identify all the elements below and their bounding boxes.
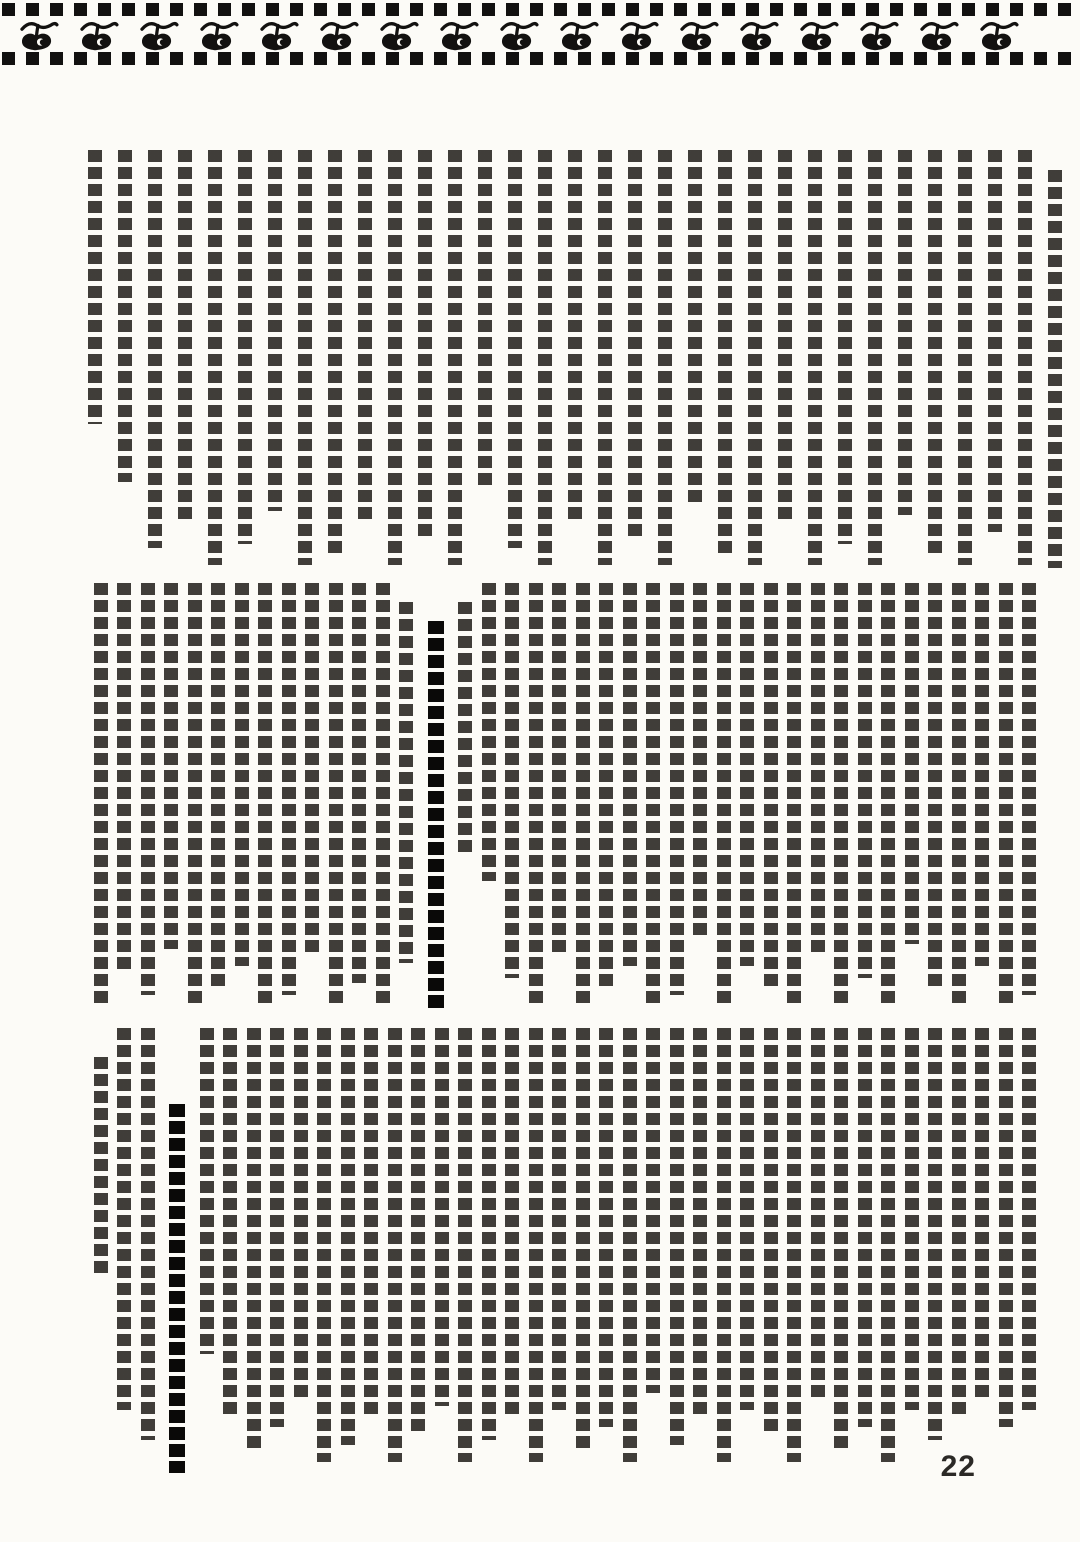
vertical-text-column	[88, 150, 102, 424]
vertical-text-column	[778, 150, 792, 524]
cherry-ornament-icon	[496, 19, 540, 51]
cherry-ornament-icon	[76, 19, 120, 51]
vertical-text-column	[294, 1028, 308, 1397]
vertical-text-column	[482, 1028, 496, 1440]
vertical-text-column	[238, 150, 252, 544]
vertical-text-column	[482, 583, 496, 881]
cherry-ornament-icon	[376, 19, 420, 51]
vertical-text-column	[376, 583, 390, 1008]
vertical-text-column	[1022, 1028, 1036, 1410]
vertical-text-column	[670, 1028, 684, 1445]
vertical-text-column	[411, 1028, 425, 1432]
vertical-text-column	[418, 150, 432, 540]
cherry-ornament-icon	[196, 19, 240, 51]
vertical-text-column	[94, 583, 108, 1008]
vertical-text-column	[576, 1028, 590, 1449]
vertical-text-column	[693, 1028, 707, 1419]
vertical-text-column	[478, 150, 492, 490]
vertical-text-column	[352, 583, 366, 983]
vertical-text-column	[568, 150, 582, 524]
vertical-text-column	[905, 583, 919, 944]
cherry-ornament-icon	[316, 19, 360, 51]
vertical-text-column	[1048, 170, 1062, 568]
vertical-text-column	[529, 1028, 543, 1462]
vertical-text-column	[552, 583, 566, 953]
vertical-text-column	[94, 1057, 108, 1274]
vertical-text-column	[341, 1028, 355, 1445]
vertical-text-column	[164, 583, 178, 949]
vertical-text-column	[975, 1028, 989, 1397]
vertical-text-block	[84, 583, 1036, 1008]
vertical-text-column	[975, 583, 989, 966]
vertical-text-column	[117, 583, 131, 974]
vertical-text-column	[317, 1028, 331, 1462]
vertical-text-column	[999, 583, 1013, 1008]
vertical-text-column	[448, 150, 462, 565]
vertical-text-column	[988, 150, 1002, 532]
vertical-text-column	[458, 1028, 472, 1462]
vertical-text-column	[717, 1028, 731, 1462]
vertical-text-column	[740, 583, 754, 966]
vertical-text-column	[646, 1028, 660, 1393]
cherry-ornament-icon	[616, 19, 660, 51]
vertical-text-column	[1018, 150, 1032, 565]
vertical-text-column	[458, 602, 472, 857]
vertical-text-column	[599, 583, 613, 987]
border-ornaments-row	[16, 19, 1036, 51]
vertical-text-column	[117, 1028, 131, 1410]
vertical-text-column	[858, 1028, 872, 1427]
vertical-text-column	[623, 1028, 637, 1462]
vertical-text-column	[952, 1028, 966, 1419]
border-squares-row-bottom	[2, 52, 1080, 65]
vertical-text-column	[787, 583, 801, 1008]
vertical-text-column	[898, 150, 912, 515]
vertical-text-column	[740, 1028, 754, 1410]
cherry-ornament-icon	[736, 19, 780, 51]
vertical-text-column	[529, 583, 543, 1008]
vertical-text-column	[282, 583, 296, 995]
vertical-text-column	[688, 150, 702, 503]
vertical-text-column	[329, 583, 343, 1008]
vertical-text-column	[881, 1028, 895, 1462]
vertical-text-column	[598, 150, 612, 565]
cherry-ornament-icon	[976, 19, 1020, 51]
cherry-ornament-icon	[796, 19, 840, 51]
border-squares-row-top	[2, 3, 1080, 16]
vertical-text-column	[881, 583, 895, 1008]
vertical-text-column	[628, 150, 642, 536]
vertical-text-column	[358, 150, 372, 524]
vertical-text-column	[270, 1028, 284, 1427]
vertical-text-column	[599, 1028, 613, 1427]
page-number: 22	[940, 1450, 976, 1483]
vertical-text-column	[258, 583, 272, 1008]
vertical-text-column	[188, 583, 202, 1008]
vertical-text-column	[538, 150, 552, 565]
vertical-text-column	[435, 1028, 449, 1406]
vertical-text-column	[200, 1028, 214, 1354]
vertical-text-column	[646, 583, 660, 1008]
vertical-text-column	[928, 150, 942, 553]
vertical-text-column	[1022, 583, 1036, 995]
cherry-ornament-icon	[436, 19, 480, 51]
cherry-ornament-icon	[16, 19, 60, 51]
vertical-text-column	[928, 583, 942, 987]
cherry-ornament-icon	[556, 19, 600, 51]
cherry-ornament-icon	[136, 19, 180, 51]
vertical-text-column	[552, 1028, 566, 1410]
vertical-text-column	[388, 150, 402, 565]
vertical-text-column	[305, 583, 319, 957]
vertical-text-column-bold	[428, 621, 444, 1012]
cherry-ornament-icon	[916, 19, 960, 51]
vertical-text-column	[928, 1028, 942, 1440]
vertical-text-column	[748, 150, 762, 565]
vertical-text-column	[764, 583, 778, 991]
vertical-text-block	[84, 1028, 1036, 1462]
vertical-text-column	[178, 150, 192, 524]
vertical-text-column	[718, 150, 732, 553]
vertical-text-column	[811, 1028, 825, 1397]
vertical-text-column	[505, 583, 519, 978]
vertical-text-column	[298, 150, 312, 565]
vertical-text-column	[952, 583, 966, 1008]
vertical-text-column	[958, 150, 972, 565]
vertical-text-column	[623, 583, 637, 966]
vertical-text-column	[141, 1028, 155, 1440]
vertical-text-column	[508, 150, 522, 548]
vertical-text-column	[505, 1028, 519, 1419]
vertical-text-column	[576, 583, 590, 1008]
vertical-text-column	[223, 1028, 237, 1419]
vertical-text-column	[118, 150, 132, 482]
vertical-text-column	[834, 583, 848, 1008]
cherry-ornament-icon	[856, 19, 900, 51]
vertical-text-column	[235, 583, 249, 966]
vertical-text-column	[764, 1028, 778, 1432]
vertical-text-column	[399, 602, 413, 963]
vertical-text-column	[868, 150, 882, 565]
vertical-text-column	[717, 583, 731, 1008]
vertical-text-block	[86, 150, 1062, 565]
vertical-text-column	[148, 150, 162, 548]
vertical-text-column	[858, 583, 872, 978]
vertical-text-column	[364, 1028, 378, 1419]
vertical-text-column	[141, 583, 155, 995]
vertical-text-column	[905, 1028, 919, 1410]
vertical-text-column	[211, 583, 225, 987]
vertical-text-column	[208, 150, 222, 565]
decorative-border	[0, 0, 1080, 66]
cherry-ornament-icon	[256, 19, 300, 51]
vertical-text-column	[838, 150, 852, 544]
vertical-text-column	[388, 1028, 402, 1462]
vertical-text-column-bold	[169, 1104, 185, 1473]
vertical-text-column	[670, 583, 684, 995]
vertical-text-column	[247, 1028, 261, 1449]
vertical-text-column	[808, 150, 822, 565]
vertical-text-column	[658, 150, 672, 565]
vertical-text-column	[999, 1028, 1013, 1427]
vertical-text-column	[268, 150, 282, 511]
vertical-text-column	[811, 583, 825, 957]
vertical-text-column	[834, 1028, 848, 1449]
vertical-text-column	[787, 1028, 801, 1462]
vertical-text-column	[328, 150, 342, 553]
vertical-text-column	[693, 583, 707, 940]
cherry-ornament-icon	[676, 19, 720, 51]
